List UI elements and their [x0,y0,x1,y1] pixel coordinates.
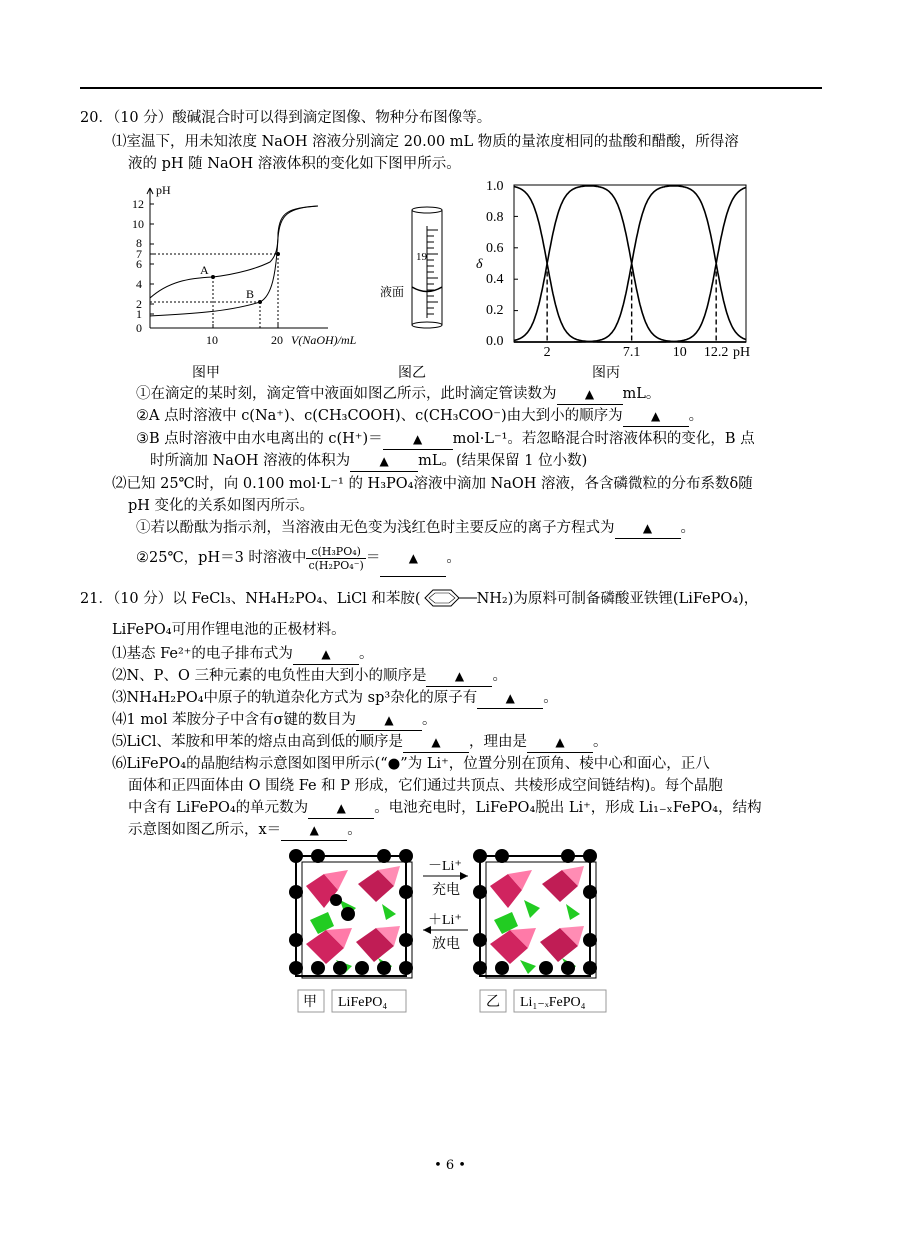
bing-ytick: 0.6 [486,241,504,256]
bing-xlabel: pH [733,345,751,360]
q21-s3: ⑶NH₄H₂PO₄中原子的轨道杂化方式为 sp³杂化的原子有 ▲ 。 [112,688,558,709]
point-a-label: A [200,263,209,277]
q20-p2-line1: ⑵已知 25℃时，向 0.100 mol·L⁻¹ 的 H₃PO₄溶液中滴加 NaOH 溶液，各含磷微粒的分布系数δ随 [112,476,753,492]
answer-blank[interactable]: ▲ [403,732,469,753]
answer-blank[interactable]: ▲ [623,406,689,427]
x-tick-label: 10 [672,345,687,360]
answer-blank[interactable]: ▲ [615,518,681,539]
page-number: • 6 • [434,1158,466,1173]
equivalence-point [276,252,280,256]
q20-2-2: ②25℃，pH＝3 时溶液中 $\frac{\text{c(H₃PO₄)}}{\text{c(H₂PO₄⁻)}}$ ＝ ▲ 。 [136,540,461,577]
q20-p2-line2: pH 变化的关系如图丙所示。 [128,498,315,514]
bing-ytick: 0.2 [486,303,504,318]
jia-xtick: 10 [206,333,218,347]
crystal-cell-yi [473,849,597,978]
q20-1-3: ③B 点时溶液中由水电离出的 c(H⁺)＝ ▲ mol·L⁻¹。若忽略混合时溶液体积的变化，B 点 [136,429,755,450]
q21-s1: ⑴基态 Fe²⁺的电子排布式为 ▲ 。 [112,644,373,665]
jia-ytick: 2 [136,297,142,311]
acetic-acid-curve [150,206,318,298]
answer-blank[interactable]: ▲ [380,540,446,577]
hcl-curve [150,206,318,316]
q21-s6-l1: ⑹LiFePO₄的晶胞结构示意图如图甲所示(“●”为 Li⁺，位置分别在顶角、棱中心和面心，正八 [112,756,710,772]
q21-s4: ⑷1 mol 苯胺分子中含有σ键的数目为 ▲ 。 [112,710,436,731]
bing-ytick: 0.0 [486,334,504,349]
concentration-ratio: $\frac{\text{c(H₃PO₄)}}{\text{c(H₂PO₄⁻)}}$ [308,544,364,572]
benzene-ring-icon [421,588,477,608]
jia-xtick: 20 [271,333,283,347]
figure-yi [378,200,468,330]
q20-p1-line1: ⑴室温下，用未知浓度 NaOH 溶液分别滴定 20.00 mL 物质的量浓度相同的盐酸和醋酸，所得溶 [112,134,739,150]
bing-ytick: 0.4 [486,272,504,287]
arrow-top-text: －Li⁺ [428,859,462,874]
point-a [211,275,215,279]
answer-blank[interactable]: ▲ [477,688,543,709]
jia-ytick: 10 [132,217,144,231]
q21-line2: LiFePO₄可用作锂电池的正极材料。 [112,622,346,638]
caption-jia: 图甲 [192,365,220,381]
bing-ylabel: δ [476,257,483,272]
answer-blank[interactable]: ▲ [308,798,374,819]
crystal-cell-jia [289,849,413,978]
arrow-top-label: 充电 [432,883,460,898]
tag-jia: 甲 [303,995,317,1010]
series-line-2 [514,186,746,342]
q21-s2: ⑵N、P、O 三种元素的电负性由大到小的顺序是 ▲ 。 [112,666,507,687]
jia-ytick: 0 [136,321,142,335]
formula-yi: Li₁₋ₓFePO₄ [520,995,586,1010]
x-tick-label: 7.1 [622,345,641,360]
crystal-structure-figure [288,848,618,1020]
q20-p1-line2: 液的 pH 随 NaOH 溶液体积的变化如下图甲所示。 [128,156,461,172]
formula-jia: LiFePO₄ [338,995,388,1010]
bing-ytick: 0.8 [486,210,504,225]
answer-blank[interactable]: ▲ [426,666,492,687]
q20-1-3-cont: 时所滴加 NaOH 溶液的体积为 ▲ mL。(结果保留 1 位小数) [150,451,587,472]
jia-ytick: 1 [136,307,142,321]
jia-xlabel: V(NaOH)/mL [291,333,357,347]
q21-s6-l2: 面体和正四面体由 O 围绕 Fe 和 P 形成，它们通过共顶点、共棱形成空间链结构)。每个晶胞 [128,778,723,794]
top-rule [80,87,822,89]
q20-1-2: ②A 点时溶液中 c(Na⁺)、c(CH₃COOH)、c(CH₃COO⁻)由大到小的顺序为 ▲ 。 [136,406,703,427]
q21-s5: ⑸LiCl、苯胺和甲苯的熔点由高到低的顺序是 ▲ ，理由是 ▲ 。 [112,732,608,753]
chart-frame [514,185,746,342]
caption-bing: 图丙 [592,365,620,381]
jia-ylabel: pH [156,183,171,197]
jia-ytick: 7 [136,247,142,261]
jia-ytick: 12 [132,197,144,211]
q20-2-1: ①若以酚酞为指示剂，当溶液由无色变为浅红色时主要反应的离子方程式为 ▲ 。 [136,518,695,539]
caption-yi: 图乙 [398,365,426,381]
answer-blank[interactable]: ▲ [350,451,418,472]
answer-blank[interactable]: ▲ [356,710,422,731]
answer-blank[interactable]: ▲ [293,644,359,665]
point-b-label: B [246,287,255,301]
q21-header: 21．（10 分）以 FeCl₃、NH₄H₂PO₄、LiCl 和苯胺( NH₂)为原料可制备磷酸亚铁锂(LiFePO₄)， [80,588,758,609]
arrow-bottom-label: 放电 [432,937,460,952]
jia-ytick: 8 [136,236,142,250]
x-tick-label: 12.2 [703,345,729,360]
arrow-bottom-text: ＋Li⁺ [428,913,462,928]
figure-jia [128,178,378,353]
answer-blank[interactable]: ▲ [557,384,623,405]
burette-tick-label: 19 [416,251,427,263]
point-b [258,300,262,304]
q21-s6-l3: 中含有 LiFePO₄的单元数为 ▲ 。电池充电时，LiFePO₄脱出 Li⁺，形成 Li₁₋ₓFePO₄，结构 [128,798,762,819]
answer-blank[interactable]: ▲ [281,820,347,841]
jia-ytick: 4 [136,277,142,291]
series-line-3 [514,186,746,342]
answer-blank[interactable]: ▲ [383,429,453,450]
liquid-surface-label: 液面 [380,285,405,299]
series-line-1 [514,187,746,342]
jia-ytick: 6 [136,257,142,271]
q21-s6-l4: 示意图如图乙所示，x＝ ▲ 。 [128,820,362,841]
bing-ytick: 1.0 [486,179,504,194]
series-line-4 [514,187,746,342]
q20-header: 20．（10 分）酸碱混合时可以得到滴定图像、物种分布图像等。 [80,110,492,126]
figure-bing-chart [470,176,760,362]
q20-1-1: ①在滴定的某时刻，滴定管中液面如图乙所示，此时滴定管读数为 ▲ mL。 [136,384,660,405]
x-tick-label: 2 [543,345,551,360]
answer-blank[interactable]: ▲ [527,732,593,753]
tag-yi: 乙 [486,995,500,1010]
